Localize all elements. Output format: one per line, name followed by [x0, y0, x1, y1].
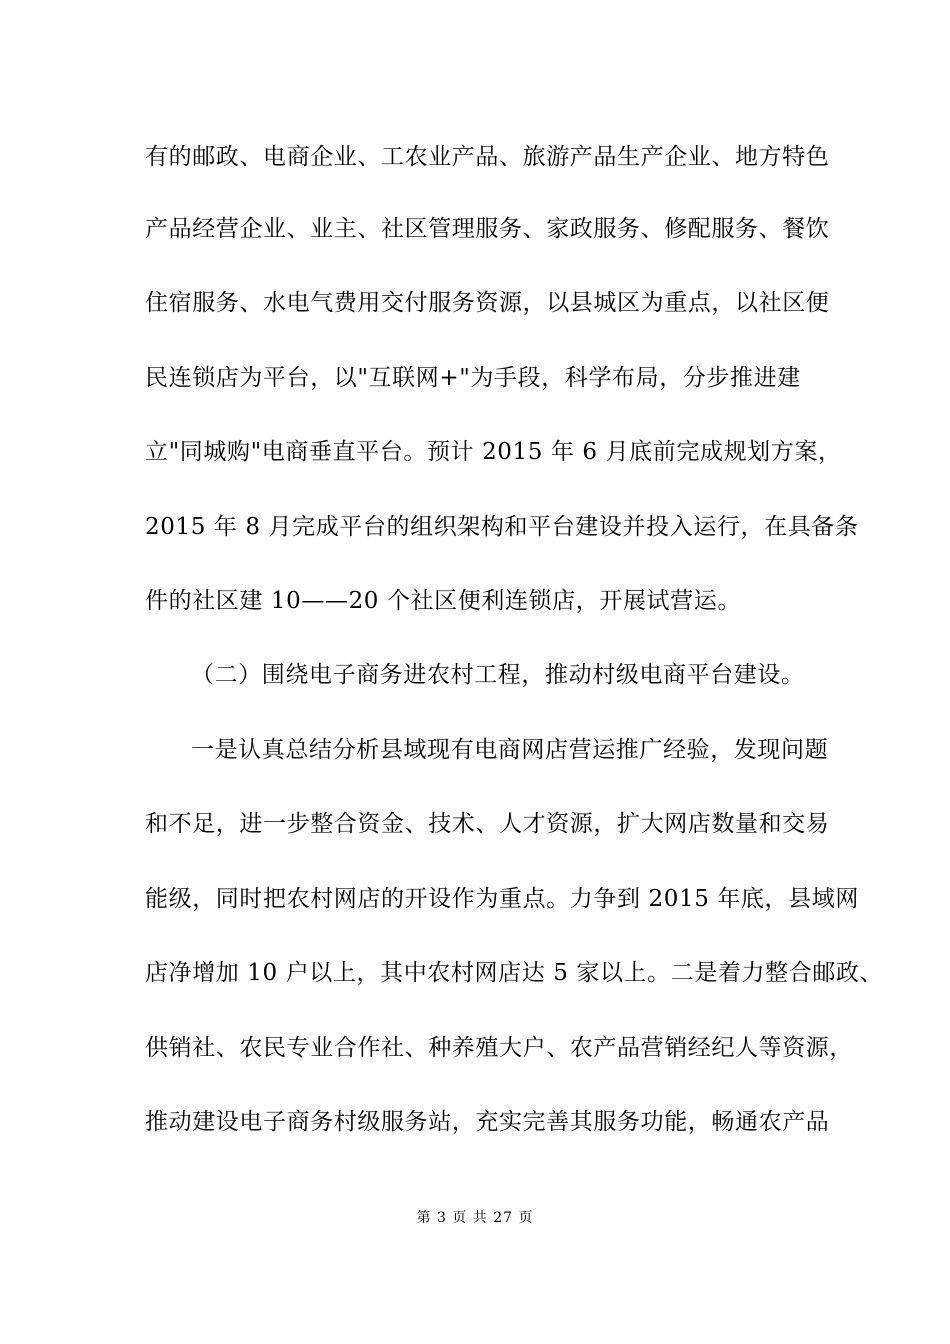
body-text-line: 能级，同时把农村网店的开设作为重点。力争到 2015 年底，县域网	[145, 886, 859, 912]
body-text-line: 推动建设电子商务村级服务站，充实完善其服务功能，畅通农产品	[145, 1109, 830, 1135]
body-text-line: 立"同城购"电商垂直平台。预计 2015 年 6 月底前完成规划方案，	[145, 439, 842, 465]
body-text-line: 民连锁店为平台，以"互联网+"为手段，科学布局，分步推进建	[145, 365, 801, 391]
body-text-line: 和不足，进一步整合资金、技术、人才资源，扩大网店数量和交易	[145, 811, 830, 837]
body-text-line: 有的邮政、电商企业、工农业产品、旅游产品生产企业、地方特色	[145, 144, 830, 170]
body-text-line: 一是认真总结分析县域现有电商网店营运推广经验，发现问题	[191, 737, 829, 763]
body-text-line: 产品经营企业、业主、社区管理服务、家政服务、修配服务、餐饮	[145, 216, 830, 242]
section-heading: （二）围绕电子商务进农村工程，推动村级电商平台建设。	[191, 662, 805, 688]
page-number-footer: 第 3 页 共 27 页	[416, 1210, 534, 1226]
body-text-line: 2015 年 8 月完成平台的组织架构和平台建设并投入运行，在具备条	[145, 514, 859, 540]
body-text-line: 住宿服务、水电气费用交付服务资源，以县城区为重点，以社区便	[145, 290, 830, 316]
body-text-line: 件的社区建 10——20 个社区便利连锁店，开展试营运。	[145, 588, 741, 614]
body-text-line: 供销社、农民专业合作社、种养殖大户、农产品营销经纪人等资源，	[145, 1035, 853, 1061]
body-text-line: 店净增加 10 户以上，其中农村网店达 5 家以上。二是着力整合邮政、	[145, 960, 884, 986]
